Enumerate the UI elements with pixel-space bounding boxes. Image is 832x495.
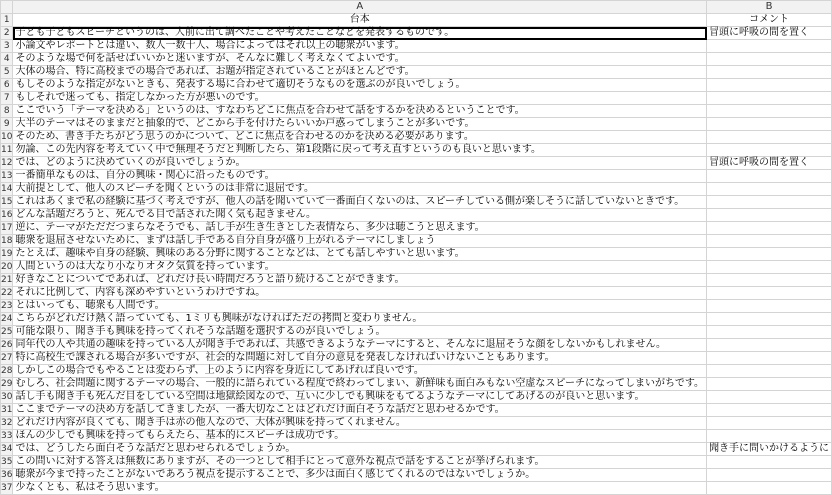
row-number[interactable]: 7 <box>1 92 13 105</box>
row-number[interactable]: 23 <box>1 301 13 311</box>
table-row <box>1 391 832 404</box>
cell-b[interactable] <box>707 170 832 183</box>
cell-b[interactable] <box>707 248 832 261</box>
table-row <box>1 66 832 79</box>
table-row <box>1 105 832 118</box>
cell-a[interactable]: 聴衆を退屈させないために、まずは話し手である自分自身が盛り上がれるテーマにしましょう <box>13 235 707 248</box>
cell-b[interactable] <box>707 274 832 287</box>
row-number[interactable]: 13 <box>1 171 13 181</box>
table-row <box>1 183 832 196</box>
cell-a[interactable]: 話し手も聞き手も死んだ目をしている空間は地獄絵図なので、互いに少しでも興味をもてるようなテーマにしてあげるのが良いと思います。 <box>13 391 707 404</box>
table-row <box>1 261 832 274</box>
cell-a[interactable]: ほんの少しでも興味を持ってもらえたら、基本的にスピーチは成功です。 <box>13 430 707 443</box>
cell-a[interactable]: 大半のテーマはそのままだと抽象的で、どこから手を付けたらいいか戸惑ってしまうことが多いです。 <box>13 118 707 131</box>
row-number[interactable]: 14 <box>1 184 13 194</box>
table-row <box>1 469 832 482</box>
cell-a[interactable]: 人間というのは大なり小なりオタク気質を持っています。 <box>13 261 707 274</box>
row-number[interactable]: 10 <box>1 132 13 142</box>
cell-a[interactable]: 大前提として、他人のスピーチを聞くというのは非常に退屈です。 <box>13 183 707 196</box>
row-number[interactable]: 2 <box>1 27 13 40</box>
table-row <box>1 456 832 469</box>
row-number[interactable]: 30 <box>1 392 13 402</box>
cell-b[interactable] <box>707 131 832 144</box>
cell-b[interactable]: 聞き手に問いかけるように <box>707 443 832 456</box>
row-number[interactable]: 11 <box>1 145 13 155</box>
cell-b[interactable] <box>707 53 832 66</box>
table-row <box>1 131 832 144</box>
row-number[interactable]: 16 <box>1 210 13 220</box>
table-row <box>1 222 832 235</box>
row-number[interactable]: 3 <box>1 40 13 53</box>
row-number[interactable]: 34 <box>1 444 13 454</box>
row-number[interactable]: 21 <box>1 275 13 285</box>
table-row <box>1 118 832 131</box>
cell-a[interactable]: これはあくまで私の経験に基づく考えですが、他人の話を聞いていて一番面白くないのは、スピーチしている側が楽しそうに話していないときです。 <box>13 196 707 209</box>
cell-b[interactable] <box>707 92 832 105</box>
row-number[interactable]: 37 <box>1 483 13 493</box>
cell-b[interactable]: 冒頭に呼吸の間を置く <box>707 157 832 170</box>
row-number[interactable]: 24 <box>1 314 13 324</box>
row-number[interactable]: 15 <box>1 197 13 207</box>
table-row <box>1 430 832 443</box>
row-number[interactable]: 4 <box>1 53 13 66</box>
cell-b[interactable] <box>707 300 832 313</box>
cell-b[interactable] <box>707 66 832 79</box>
cell-a[interactable]: そのような場で何を話せばいいかと迷いますが、そんなに難しく考えなくてよいです。 <box>13 53 707 66</box>
table-row <box>1 404 832 417</box>
row-number[interactable]: 25 <box>1 327 13 337</box>
cell-b[interactable] <box>707 222 832 235</box>
table-row <box>1 196 832 209</box>
cell-b[interactable] <box>707 40 832 53</box>
table-row <box>1 40 832 53</box>
cell-a[interactable]: ここまでテーマの決め方を話してきましたが、一番大切なことはどれだけ面白そうな話だと思わせるかです。 <box>13 404 707 417</box>
table-row <box>1 287 832 300</box>
table-row <box>1 417 832 430</box>
sheet-body <box>1 14 832 495</box>
cell-b[interactable] <box>707 196 832 209</box>
cell-a[interactable]: 可能な限り、聞き手も興味を持ってくれそうな話題を選択するのが良いでしょう。 <box>13 326 707 339</box>
cell-a[interactable]: 特に高校生で課される場合が多いですが、社会的な問題に対して自分の意見を発表しなければいけないこともあります。 <box>13 352 707 365</box>
cell-b[interactable] <box>707 79 832 92</box>
cell-a[interactable]: 大体の場合、特に高校までの場合であれば、お題が指定されていることがほとんどです。 <box>13 66 707 79</box>
cell-a[interactable]: もしそれで迷っても、指定しなかった方が悪いのです。 <box>13 92 707 105</box>
table-row <box>1 313 832 326</box>
cell-a[interactable]: それに比例して、内容も深めやすいというわけですね。 <box>13 287 707 300</box>
row-number[interactable]: 17 <box>1 223 13 233</box>
cell-b-header[interactable]: コメント <box>707 14 832 27</box>
cell-b[interactable] <box>707 287 832 300</box>
column-header-a[interactable]: A <box>13 1 707 14</box>
cell-b[interactable] <box>707 235 832 248</box>
column-header-b[interactable]: B <box>707 1 832 14</box>
cell-b[interactable] <box>707 430 832 443</box>
row-number[interactable]: 22 <box>1 288 13 298</box>
cell-b[interactable] <box>707 326 832 339</box>
row-number[interactable]: 20 <box>1 262 13 272</box>
cell-a[interactable]: 逆に、テーマがただだつまらなそうでも、話し手が生き生きとした表情なら、多少は聴こうと思えます。 <box>13 222 707 235</box>
cell-a[interactable]: この問いに対する答えは無数にありますが、その一つとして相手にとって意外な視点で話をすることが挙げられます。 <box>13 456 707 469</box>
row-number[interactable]: 1 <box>1 14 13 27</box>
cell-a[interactable]: 少なくとも、私はそう思います。 <box>13 482 707 495</box>
row-number[interactable]: 29 <box>1 379 13 389</box>
cell-b[interactable] <box>707 313 832 326</box>
cell-a[interactable]: では、どうしたら面白そうな話だと思わせられるでしょうか。 <box>13 443 707 456</box>
table-row <box>1 144 832 157</box>
table-row <box>1 209 832 222</box>
cell-a[interactable]: どんな話題だろうと、死んでる目で話された聞く気も起きません。 <box>13 209 707 222</box>
table-row <box>1 339 832 352</box>
cell-a[interactable]: どれだけ内容が良くても、聞き手は赤の他人なので、大体が興味を持ってくれません。 <box>13 417 707 430</box>
cell-b[interactable] <box>707 352 832 365</box>
column-header-row <box>1 1 832 14</box>
table-row <box>1 248 832 261</box>
cell-b[interactable] <box>707 469 832 482</box>
cell-a[interactable]: 小論文やレポートとは違い、数人一数十人、場合によってはそれ以上の聴衆がいます。 <box>13 40 707 53</box>
cell-a-header[interactable]: 台本 <box>13 14 707 27</box>
row-number[interactable]: 18 <box>1 236 13 246</box>
table-row <box>1 443 832 456</box>
table-row <box>1 27 832 40</box>
cell-a[interactable]: ここでいう「テーマを決める」というのは、すなわちどこに焦点を合わせて話をするかを決めるということです。 <box>13 105 707 118</box>
cell-b[interactable] <box>707 365 832 378</box>
cell-b[interactable] <box>707 261 832 274</box>
row-number[interactable]: 5 <box>1 66 13 79</box>
cell-a[interactable]: もしそのような指定がないときも、発表する場に合わせて適切そうなものを選ぶのが良いでしょう。 <box>13 79 707 92</box>
cell-b[interactable] <box>707 378 832 391</box>
row-number[interactable]: 6 <box>1 79 13 92</box>
row-number[interactable]: 26 <box>1 340 13 350</box>
cell-b[interactable]: 冒頭に呼吸の間を置く <box>707 27 832 40</box>
cell-a[interactable]: 好きなことについてであれば、どれだけ長い時間だろうと語り続けることができます。 <box>13 274 707 287</box>
cell-a[interactable]: 一番簡単なものは、自分の興味・関心に沿ったものです。 <box>13 170 707 183</box>
cell-a[interactable]: たとえば、趣味や自身の経験、興味のある分野に関することなどは、とても話しやすいと思います。 <box>13 248 707 261</box>
cell-a[interactable]: しかしこの場合でもやることは変わらず、上のように内容を身近にしてあげれば良いです。 <box>13 365 707 378</box>
row-number[interactable]: 31 <box>1 405 13 415</box>
cell-a[interactable]: むしろ、社会問題に関するテーマの場合、一般的に語られている程度で終わってしまい、新鮮味も面白みもない空虚なスピーチになってしまいがちです。 <box>13 378 707 391</box>
row-number[interactable]: 27 <box>1 353 13 363</box>
cell-a[interactable]: 同年代の人や共通の趣味を持っている人が聞き手であれば、共感できるようなテーマにすると、そんなに退屈そうな顔をしないかもしれません。 <box>13 339 707 352</box>
row-number[interactable]: 28 <box>1 366 13 376</box>
table-row <box>1 79 832 92</box>
table-row <box>1 157 832 170</box>
table-row <box>1 274 832 287</box>
table-row <box>1 352 832 365</box>
table-row <box>1 378 832 391</box>
cell-b[interactable] <box>707 404 832 417</box>
row-number[interactable]: 9 <box>1 118 13 131</box>
selected-cell-a2[interactable]: 子ども子どもスピーチというのは、人前に出て調べたことや考えたことなどを発表するものです。 <box>13 27 707 40</box>
table-row <box>1 92 832 105</box>
cell-b[interactable] <box>707 417 832 430</box>
row-number[interactable]: 35 <box>1 457 13 467</box>
cell-a[interactable]: とはいっても、聴衆も人間です。 <box>13 300 707 313</box>
cell-b[interactable] <box>707 456 832 469</box>
table-row <box>1 53 832 66</box>
select-all-corner[interactable] <box>1 1 13 14</box>
cell-b[interactable] <box>707 118 832 131</box>
cell-b[interactable] <box>707 482 832 495</box>
table-row <box>1 326 832 339</box>
row-number[interactable]: 33 <box>1 431 13 441</box>
cell-b[interactable] <box>707 391 832 404</box>
cell-b[interactable] <box>707 339 832 352</box>
cell-b[interactable] <box>707 183 832 196</box>
cell-b[interactable] <box>707 209 832 222</box>
cell-a[interactable]: そのため、書き手たちがどう思うのかについて、どこに焦点を合わせるのかを決める必要があります。 <box>13 131 707 144</box>
row-number[interactable]: 19 <box>1 249 13 259</box>
cell-a[interactable]: 勿論、この先内容を考えていく中で無理そうだと判断したら、第1段階に戻って考え直すというのも良いと思います。 <box>13 144 707 157</box>
row-number[interactable]: 12 <box>1 158 13 168</box>
row-number[interactable]: 32 <box>1 418 13 428</box>
table-row <box>1 235 832 248</box>
cell-a[interactable]: こちらがどれだけ熱く語っていても、1ミリも興味がなければただの拷問と変わりません。 <box>13 313 707 326</box>
cell-a[interactable]: では、どのように決めていくのが良いでしょうか。 <box>13 157 707 170</box>
row-number[interactable]: 36 <box>1 470 13 480</box>
table-row <box>1 14 832 27</box>
cell-b[interactable] <box>707 105 832 118</box>
table-row <box>1 300 832 313</box>
table-row <box>1 365 832 378</box>
cell-a[interactable]: 聴衆が今まで持ったことがないであろう視点を提示することで、多少は面白く感じてくれるのではないでしょうか。 <box>13 469 707 482</box>
table-row <box>1 170 832 183</box>
table-row <box>1 482 832 495</box>
cell-b[interactable] <box>707 144 832 157</box>
row-number[interactable]: 8 <box>1 105 13 118</box>
